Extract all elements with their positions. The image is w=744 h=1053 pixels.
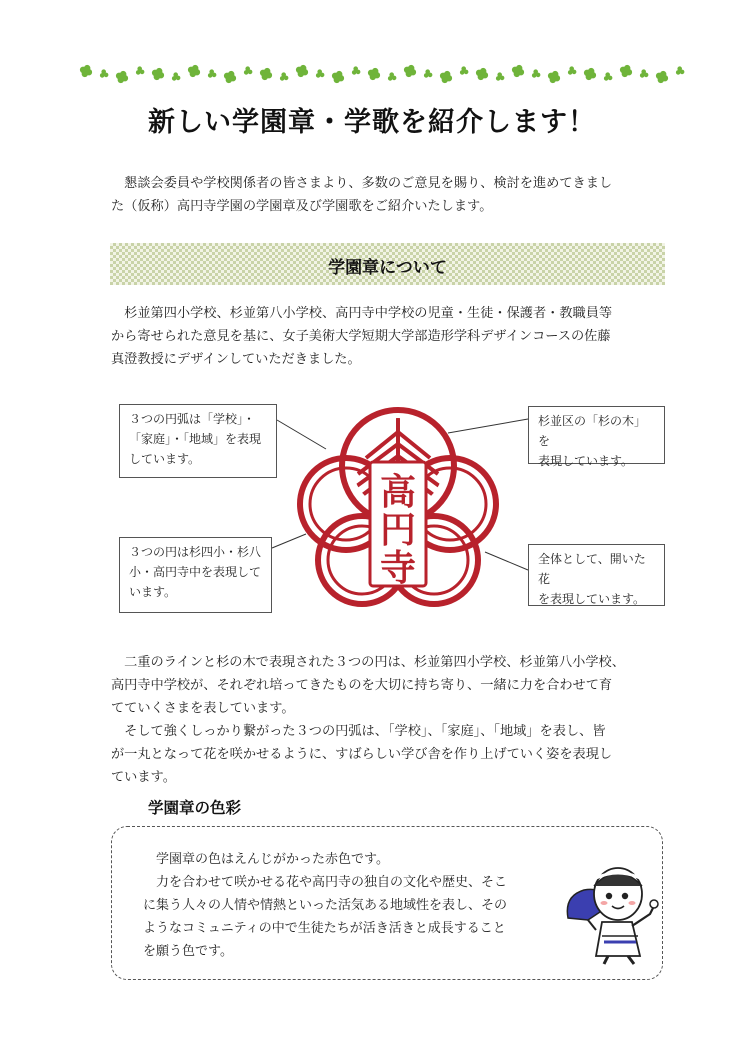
callout-line: ３つの円は杉四小・杉八 [129, 545, 262, 559]
clover-icon [224, 71, 236, 83]
color-description [143, 848, 553, 963]
paragraph-line: てていくさまを表しています。 [111, 701, 295, 716]
clover-icon [388, 72, 397, 80]
clover-icon [656, 71, 668, 83]
paragraph-line: 杉並第四小学校、杉並第八小学校、高円寺中学校の児童・生徒・保護者・教職員等 [111, 306, 613, 321]
clover-icon [460, 66, 469, 74]
callout-line: います。 [129, 585, 177, 599]
paragraph-line: から寄せられた意見を基に、女子美術大学短期大学部造形学科デザインコースの佐藤 [111, 329, 611, 344]
paragraph-line: 二重のラインと杉の木で表現された３つの円は、杉並第四小学校、杉並第八小学校、 [111, 655, 625, 670]
clover-icon [512, 65, 524, 77]
clover-icon [368, 68, 380, 80]
clover-icon [296, 65, 308, 77]
clover-icon [548, 71, 560, 83]
mascot-illustration [562, 856, 662, 966]
emblem-char: 寺 [379, 547, 417, 589]
callout-flower [528, 544, 665, 606]
clover-icon [100, 69, 109, 77]
emblem-char: 円 [379, 509, 417, 551]
design-origin-paragraph [111, 302, 671, 371]
clover-icon [280, 72, 289, 80]
clover-icon [404, 65, 416, 77]
clover-icon [584, 68, 596, 80]
clover-icon [152, 68, 164, 80]
paragraph-line: が一丸となって花を咲かせるように、すばらしい学び舎を作り上げていく姿を表現し [111, 747, 613, 762]
clover-icon [244, 66, 253, 74]
clover-icon [260, 68, 272, 80]
clover-icon [332, 71, 344, 83]
clover-icon [172, 72, 181, 80]
intro-line: た（仮称）高円寺学園の学園章及び学園歌をご紹介いたします。 [111, 199, 493, 214]
callout-line: 杉並区の「杉の木」を [538, 414, 647, 448]
callout-line: 「家庭」・「地域」を表現 [129, 432, 262, 446]
clover-icon [620, 65, 632, 77]
paragraph-line: 力を合わせて咲かせる花や高円寺の独自の文化や歴史、そこ [143, 875, 508, 890]
callout-line: 表現しています。 [538, 454, 634, 468]
paragraph-line: ようなコミュニティの中で生徒たちが活き活きと成長すること [143, 921, 506, 936]
paragraph-line: 高円寺中学校が、それぞれ培ってきたものを大切に持ち寄り、一緒に力を合わせて育 [111, 678, 613, 693]
school-emblem [296, 404, 500, 616]
callout-arcs [119, 404, 277, 478]
emblem-char: 高 [379, 471, 417, 513]
callout-line: ３つの円弧は「学校」・ [129, 412, 256, 426]
section-banner-label: 学園章について [328, 258, 447, 278]
callout-line: を表現しています。 [538, 592, 646, 606]
paragraph-line: そして強くしっかり繋がった３つの円弧は、「学校」、「家庭」、「地域」を表し、皆 [111, 724, 606, 739]
paragraph-line: に集う人々の人情や情熱といった活気ある地域性を表し、その [143, 898, 508, 913]
color-section-heading: 学園章の色彩 [148, 799, 242, 817]
clover-icon [316, 69, 325, 77]
clover-icon [676, 66, 684, 74]
intro-line: 懇談会委員や学校関係者の皆さまより、多数のご意見を賜り、検討を進めてきまし [111, 176, 613, 191]
clover-icon [568, 66, 577, 74]
callout-circles [119, 537, 272, 613]
callout-line: しています。 [129, 452, 201, 466]
clover-icon [496, 72, 505, 80]
paragraph-line: ています。 [111, 770, 176, 785]
clover-icon [532, 69, 541, 77]
clover-icon [208, 69, 217, 77]
clover-icon [116, 71, 128, 83]
clover-icon [80, 65, 92, 77]
page-title: 新しい学園章・学歌を紹介します！ [148, 107, 596, 138]
section-banner [110, 243, 665, 285]
clover-icon [604, 72, 612, 80]
callout-line: 小・高円寺中を表現して [129, 565, 262, 579]
clover-icon [136, 66, 145, 74]
callout-cedar-tree [528, 406, 665, 468]
callout-line: 全体として、開いた花 [538, 552, 646, 586]
clover-icon [476, 68, 488, 80]
paragraph-line: 真澄教授にデザインしていただきました。 [111, 352, 361, 367]
intro-paragraph [111, 172, 667, 218]
clover-icon [640, 69, 648, 77]
clover-icon [188, 65, 200, 77]
clover-icon [424, 69, 433, 77]
clover-icon [352, 66, 361, 74]
clover-icon [440, 71, 452, 83]
paragraph-line: 学園章の色はえんじがかった赤色です。 [143, 852, 389, 867]
clover-border-decoration [78, 62, 688, 86]
emblem-meaning-paragraph [111, 651, 671, 789]
paragraph-line: を願う色です。 [143, 944, 233, 959]
